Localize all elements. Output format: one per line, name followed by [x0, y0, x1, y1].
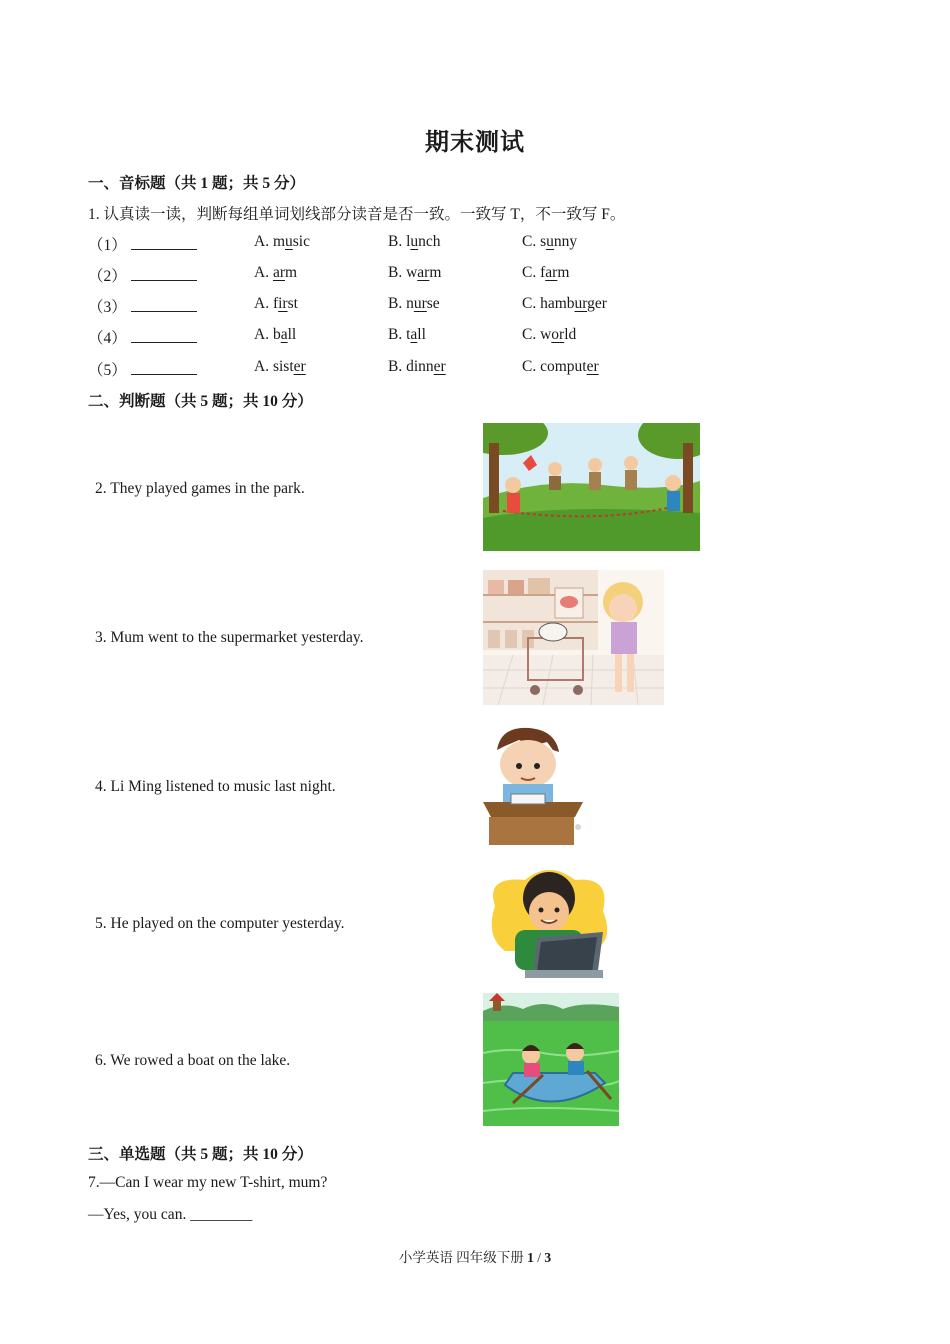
- phonics-row-2-option-b: [388, 264, 441, 282]
- phonics-row-5-option-b: [388, 358, 446, 376]
- phonics-row-5-option-a: [254, 358, 306, 376]
- option-label: C.: [522, 358, 537, 375]
- section-3-heading: 三、单选题（共 5 题；共 10 分）: [88, 1146, 313, 1163]
- underlined-part: u: [546, 233, 554, 250]
- option-label: A.: [254, 264, 270, 281]
- footer-subject: 小学英语 四年级下册: [398, 1250, 524, 1265]
- phonics-row-1-number: [88, 233, 197, 255]
- word-part: ll: [287, 326, 297, 343]
- option-label: C.: [522, 264, 537, 281]
- word-part: f: [272, 295, 279, 312]
- phonics-row-2-number: [88, 264, 197, 286]
- phonics-row-5-number: [88, 358, 197, 380]
- underlined-part: u: [410, 233, 419, 250]
- answer-blank[interactable]: [131, 360, 197, 375]
- rowing-boat-picture: [483, 993, 619, 1126]
- underlined-part: ir: [278, 295, 288, 312]
- answer-blank[interactable]: [131, 297, 197, 312]
- word-part: f: [540, 264, 546, 281]
- section-2-heading: 二、判断题（共 5 题；共 10 分）: [88, 393, 313, 410]
- row-number-label: （4）: [88, 330, 127, 347]
- option-label: B.: [388, 358, 403, 375]
- phonics-row-3-number: [88, 295, 197, 317]
- boy-computer-picture: [485, 866, 613, 981]
- underlined-part: a: [410, 326, 418, 343]
- option-label: A.: [254, 326, 270, 343]
- word-part: b: [272, 326, 281, 343]
- underlined-part: or: [551, 326, 565, 343]
- word-part: n: [406, 295, 414, 312]
- option-label: B.: [388, 326, 403, 343]
- question-5-text: 5. He played on the computer yesterday.: [95, 915, 345, 932]
- phonics-row-4-option-c: [522, 326, 576, 344]
- word-part: w: [540, 326, 552, 343]
- question-6-text: 6. We rowed a boat on the lake.: [95, 1052, 291, 1069]
- option-label: B.: [388, 233, 403, 250]
- phonics-row-1-option-a: [254, 233, 310, 251]
- underlined-part: a: [280, 326, 288, 343]
- option-label: A.: [254, 358, 270, 375]
- section-1-instruction: 1. 认真读一读，判断每组单词划线部分读音是否一致。一致写 T，不一致写 F。: [88, 206, 626, 223]
- option-label: B.: [388, 295, 403, 312]
- word-part: m: [272, 233, 286, 250]
- option-label: A.: [254, 295, 270, 312]
- word-part: nch: [418, 233, 441, 250]
- word-part: m: [285, 264, 298, 281]
- option-label: B.: [388, 264, 403, 281]
- supermarket-picture: [483, 570, 664, 705]
- phonics-row-5-option-c: [522, 358, 599, 376]
- word-part: ll: [417, 326, 426, 343]
- footer-total-pages: 3: [544, 1250, 552, 1265]
- word-part: comput: [540, 358, 587, 375]
- word-part: m: [429, 264, 442, 281]
- answer-blank[interactable]: [131, 266, 197, 281]
- underlined-part: er: [433, 358, 446, 375]
- word-part: hamb: [540, 295, 575, 312]
- word-part: st: [287, 295, 298, 312]
- phonics-row-2-option-c: [522, 264, 569, 282]
- phonics-row-4-option-a: [254, 326, 296, 344]
- question-2-text: 2. They played games in the park.: [95, 480, 305, 497]
- word-part: nny: [553, 233, 578, 250]
- answer-blank[interactable]: [131, 235, 197, 250]
- underlined-part: ar: [272, 264, 285, 281]
- page-title: 期末测试: [425, 130, 525, 156]
- word-part: w: [406, 264, 418, 281]
- word-part: sic: [292, 233, 310, 250]
- word-part: t: [406, 326, 411, 343]
- underlined-part: ur: [413, 295, 427, 312]
- park-games-picture: [483, 423, 700, 551]
- row-number-label: （1）: [88, 237, 127, 254]
- underlined-part: er: [586, 358, 599, 375]
- phonics-row-3-option-c: [522, 295, 607, 313]
- question-7-line-2: —Yes, you can. ________: [88, 1206, 253, 1223]
- phonics-row-3-option-a: [254, 295, 298, 313]
- section-1-heading: 一、音标题（共 1 题；共 5 分）: [88, 175, 306, 192]
- page-footer: [0, 1246, 950, 1266]
- phonics-row-3-option-b: [388, 295, 440, 313]
- phonics-row-4-option-b: [388, 326, 426, 344]
- underlined-part: ur: [574, 295, 588, 312]
- boy-reading-picture: [483, 722, 589, 849]
- word-part: sist: [272, 358, 294, 375]
- word-part: dinn: [406, 358, 434, 375]
- underlined-part: u: [285, 233, 293, 250]
- option-label: C.: [522, 233, 537, 250]
- option-label: A.: [254, 233, 270, 250]
- question-4-text: 4. Li Ming listened to music last night.: [95, 778, 336, 795]
- question-3-text: 3. Mum went to the supermarket yesterday.: [95, 629, 364, 646]
- underlined-part: er: [293, 358, 306, 375]
- phonics-row-2-option-a: [254, 264, 297, 282]
- row-number-label: （5）: [88, 362, 127, 379]
- phonics-row-4-number: [88, 326, 197, 348]
- underlined-part: ar: [417, 264, 430, 281]
- row-number-label: （3）: [88, 299, 127, 316]
- phonics-row-1-option-c: [522, 233, 577, 251]
- word-part: se: [426, 295, 440, 312]
- underlined-part: ar: [545, 264, 558, 281]
- footer-separator: /: [537, 1250, 541, 1265]
- word-part: ger: [587, 295, 607, 312]
- word-part: m: [557, 264, 570, 281]
- phonics-row-1-option-b: [388, 233, 441, 251]
- row-number-label: （2）: [88, 268, 127, 285]
- option-label: C.: [522, 295, 537, 312]
- word-part: ld: [564, 326, 577, 343]
- question-7-line-1: 7.—Can I wear my new T-shirt, mum?: [88, 1174, 328, 1191]
- option-label: C.: [522, 326, 537, 343]
- word-part: s: [540, 233, 547, 250]
- footer-page-number: 1: [527, 1250, 534, 1265]
- answer-blank[interactable]: [131, 328, 197, 343]
- word-part: l: [406, 233, 411, 250]
